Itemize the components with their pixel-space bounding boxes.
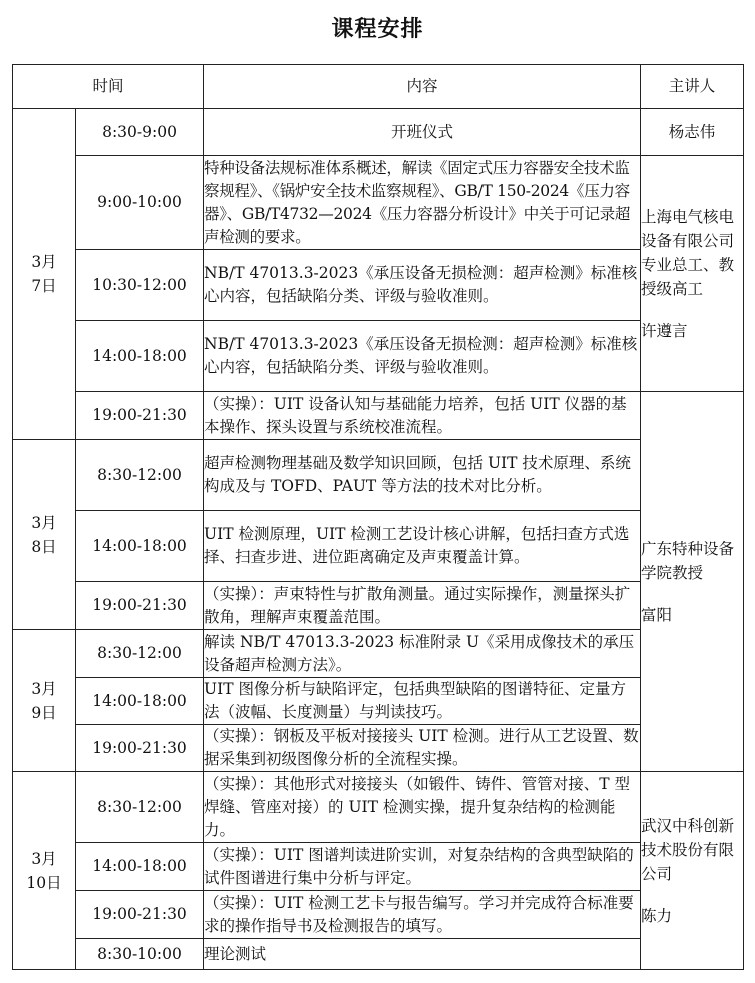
table-row	[13, 392, 744, 440]
date-day: 9日	[31, 703, 57, 722]
time-cell: 8:30-12:00	[76, 630, 204, 678]
content-cell: （实操）：UIT 设备认知与基础能力培养，包括 UIT 仪器的基本操作、探头设置与系统校准流程。	[204, 392, 641, 440]
content-cell: （实操）：其他形式对接接头（如锻件、铸件、管管对接、T 型焊缝、管座对接）的 UIT 检测实操，提升复杂结构的检测能力。	[204, 772, 641, 843]
speaker-name: 富阳	[641, 605, 673, 624]
time-cell: 10:30-12:00	[76, 250, 204, 321]
date-cell	[13, 109, 76, 440]
time-cell: 19:00-21:30	[76, 725, 204, 772]
date-month: 3月	[31, 253, 57, 271]
table-row	[13, 440, 744, 511]
content-cell: NB/T 47013.3-2023《承压设备无损检测：超声检测》标准核心内容，包括缺陷分类、评级与验收准则。	[204, 321, 641, 392]
date-day: 8日	[31, 537, 57, 556]
speaker-org: 武汉中科创新技术股份有限公司	[641, 816, 735, 883]
time-cell: 14:00-18:00	[76, 843, 204, 891]
table-row	[13, 891, 744, 939]
header-content: 内容	[204, 65, 641, 109]
table-row	[13, 511, 744, 582]
table-row	[13, 772, 744, 843]
table-row	[13, 678, 744, 725]
header-row	[13, 65, 744, 109]
table-row	[13, 843, 744, 891]
speaker-cell	[641, 392, 744, 772]
header-time: 时间	[13, 65, 204, 109]
speaker-cell	[641, 109, 744, 156]
speaker-org: 上海电气核电设备有限公司专业总工、教授级高工	[641, 207, 735, 298]
table-row	[13, 250, 744, 321]
time-cell: 14:00-18:00	[76, 678, 204, 725]
time-cell: 8:30-9:00	[76, 109, 204, 156]
table-row	[13, 582, 744, 630]
content-cell: 超声检测物理基础及数学知识回顾，包括 UIT 技术原理、系统构成及与 TOFD、PAUT 等方法的技术对比分析。	[204, 440, 641, 511]
speaker-cell	[641, 772, 744, 970]
time-cell: 8:30-12:00	[76, 772, 204, 843]
speaker-name: 许遵言	[641, 321, 688, 340]
content-cell: UIT 检测原理，UIT 检测工艺设计核心讲解，包括扫查方式选择、扫查步进、进位距离确定及声束覆盖计算。	[204, 511, 641, 582]
date-cell	[13, 440, 76, 630]
time-cell: 19:00-21:30	[76, 891, 204, 939]
speaker-name: 陈力	[641, 906, 673, 925]
table-row	[13, 939, 744, 970]
table-row	[13, 630, 744, 678]
table-row	[13, 725, 744, 772]
table-row	[13, 321, 744, 392]
speaker-cell	[641, 156, 744, 392]
schedule-table	[12, 64, 744, 970]
content-cell: （实操）：钢板及平板对接接头 UIT 检测。进行从工艺设置、数据采集到初级图像分析的全流程实操。	[204, 725, 641, 772]
time-cell: 19:00-21:30	[76, 392, 204, 440]
content-cell: （实操）：声束特性与扩散角测量。通过实际操作，测量探头扩散角，理解声束覆盖范围。	[204, 582, 641, 630]
date-day: 10日	[26, 873, 62, 892]
header-speaker: 主讲人	[641, 65, 744, 109]
speaker-org: 广东特种设备学院教授	[641, 539, 735, 582]
date-day: 7日	[31, 277, 57, 295]
date-cell	[13, 772, 76, 970]
content-cell: （实操）：UIT 图谱判读进阶实训，对复杂结构的含典型缺陷的试件图谱进行集中分析与评定。	[204, 843, 641, 891]
time-cell: 8:30-10:00	[76, 939, 204, 970]
date-month: 3月	[31, 679, 57, 698]
content-cell: 开班仪式	[204, 109, 641, 156]
time-cell: 14:00-18:00	[76, 321, 204, 392]
time-cell: 9:00-10:00	[76, 156, 204, 250]
speaker-name: 杨志伟	[668, 123, 716, 141]
date-cell	[13, 630, 76, 772]
page-title: 课程安排	[331, 16, 424, 42]
content-cell: （实操）：UIT 检测工艺卡与报告编写。学习并完成符合标准要求的操作指导书及检测报告的填写。	[204, 891, 641, 939]
date-month: 3月	[31, 849, 57, 868]
content-cell: 解读 NB/T 47013.3-2023 标准附录 U《采用成像技术的承压设备超声检测方法》。	[204, 630, 641, 678]
table-row	[13, 109, 744, 156]
time-cell: 19:00-21:30	[76, 582, 204, 630]
time-cell: 14:00-18:00	[76, 511, 204, 582]
content-cell: 理论测试	[204, 939, 641, 970]
content-cell: 特种设备法规标准体系概述，解读《固定式压力容器安全技术监察规程》、《锅炉安全技术监察规程》、GB/T 150-2024《压力容器》、GB/T4732—2024《压力容器分析设计》中关于可记录超声检测的要求。	[204, 156, 641, 250]
date-month: 3月	[31, 513, 57, 532]
table-row	[13, 156, 744, 250]
content-cell: NB/T 47013.3-2023《承压设备无损检测：超声检测》标准核心内容，包括缺陷分类、评级与验收准则。	[204, 250, 641, 321]
content-cell: UIT 图像分析与缺陷评定，包括典型缺陷的图谱特征、定量方法（波幅、长度测量）与判读技巧。	[204, 678, 641, 725]
time-cell: 8:30-12:00	[76, 440, 204, 511]
